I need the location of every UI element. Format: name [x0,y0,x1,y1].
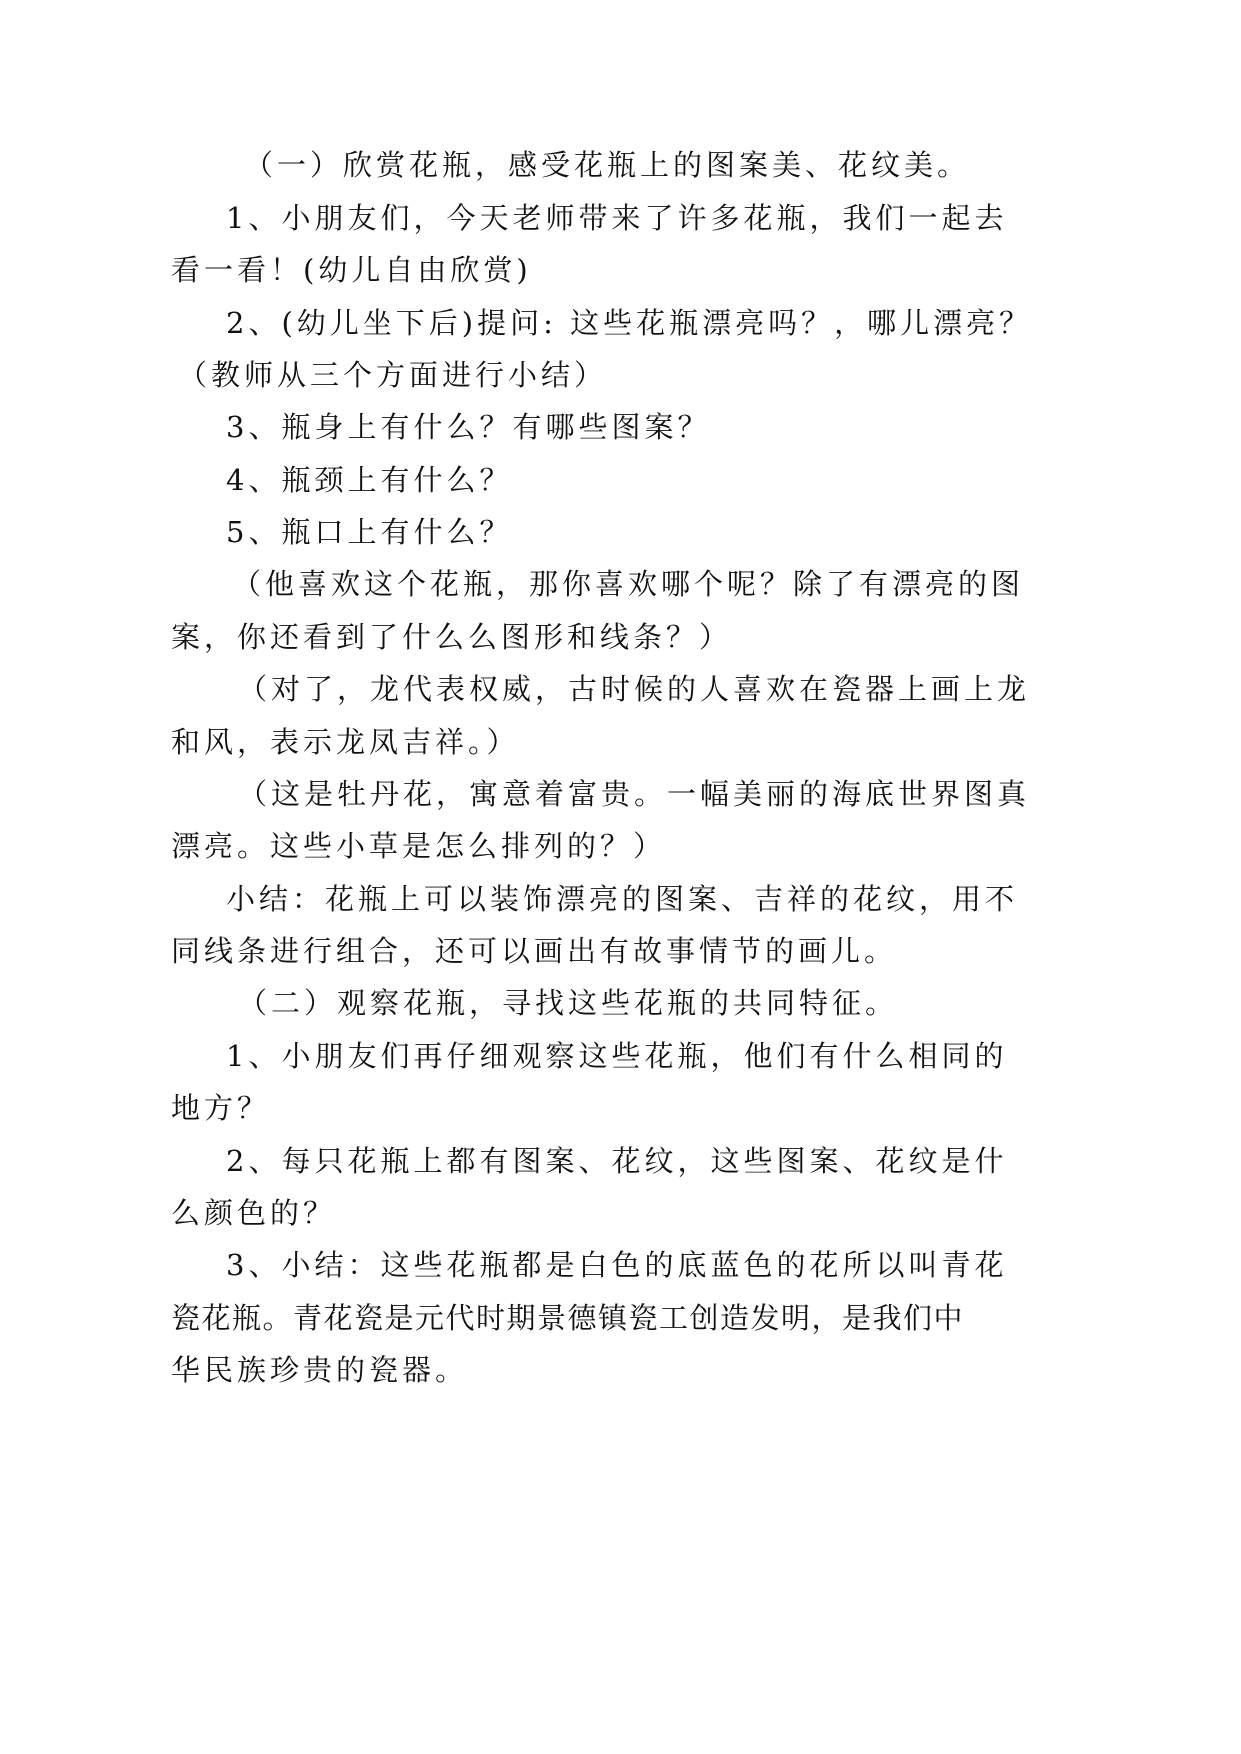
paragraph-line: 漂亮。这些小草是怎么排列的？） [171,829,667,863]
section-heading-2: （二）观察花瓶，寻找这些花瓶的共同特征。 [238,986,899,1020]
paragraph-line: （他喜欢这个花瓶，那你喜欢哪个呢？除了有漂亮的图 [232,567,1025,601]
paragraph-line: 2、每只花瓶上都有图案、花纹，这些图案、花纹是什 [226,1144,1008,1178]
paragraph-line: 同线条进行组合，还可以画出有故事情节的画儿。 [171,934,898,968]
paragraph-line: 地方？ [171,1091,271,1125]
paragraph-line: 案，你还看到了什么么图形和线条？） [171,620,733,654]
paragraph-line: （这是牡丹花，寓意着富贵。一幅美丽的海底世界图真 [238,777,1031,811]
paragraph-line: 和风，表示龙凤吉祥。） [171,725,520,759]
paragraph-line: 5、瓶口上有什么？ [226,515,513,549]
paragraph-line: 4、瓶颈上有什么？ [226,463,513,497]
section-heading-1: （一）欣赏花瓶，感受花瓶上的图案美、花纹美。 [244,148,971,182]
paragraph-line: 瓷花瓶。青花瓷是元代时期景德镇瓷工创造发明，是我们中 [171,1301,965,1335]
paragraph-line: 华民族珍贵的瓷器。 [171,1353,469,1387]
paragraph-line: 1、小朋友们再仔细观察这些花瓶，他们有什么相同的 [226,1039,1008,1073]
paragraph-line: 2、(幼儿坐下后)提问: 这些花瓶漂亮吗？，哪儿漂亮？ [226,306,1033,340]
paragraph-line: 小结：花瓶上可以装饰漂亮的图案、吉祥的花纹，用不 [226,882,1019,916]
paragraph-line: （教师从三个方面进行小结） [178,358,608,392]
paragraph-line: 看一看！(幼儿自由欣赏) [171,253,532,287]
paragraph-line: 3、瓶身上有什么？有哪些图案？ [226,410,711,444]
paragraph-line: 1、小朋友们，今天老师带来了许多花瓶，我们一起去 [226,201,1008,235]
paragraph-line: 么颜色的？ [171,1196,337,1230]
paragraph-line: （对了，龙代表权威，古时候的人喜欢在瓷器上画上龙 [238,672,1031,706]
paragraph-line: 3、小结：这些花瓶都是白色的底蓝色的花所以叫青花 [226,1248,1008,1282]
